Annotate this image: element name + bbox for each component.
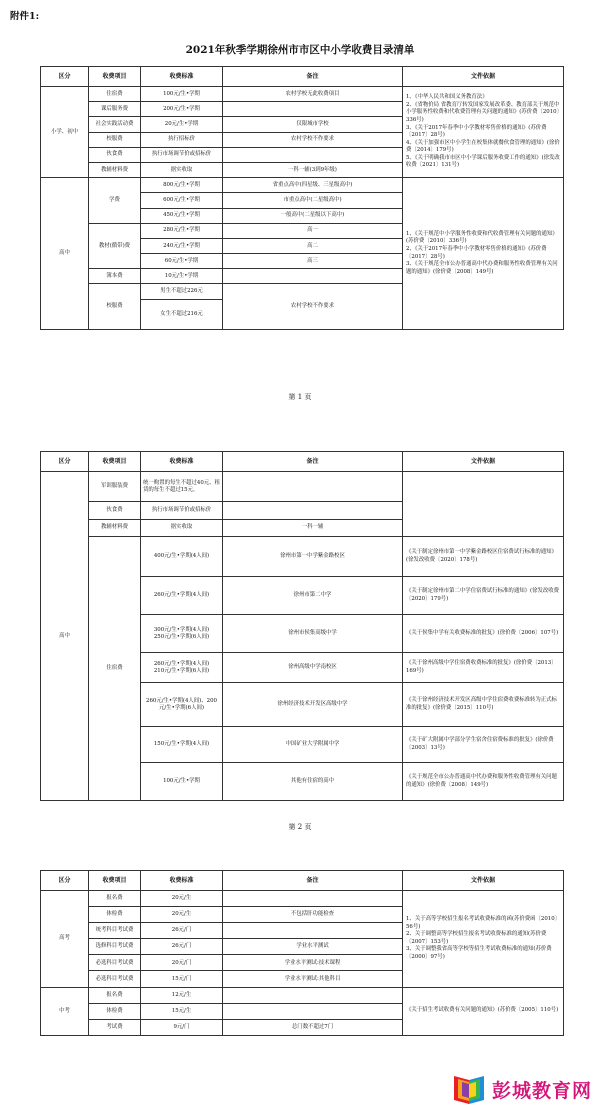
fee-table-page-3 [40,870,564,1036]
note-cell: 徐州市第二中学 [223,577,403,615]
standard-cell: 20元/生 [141,907,223,923]
standard-cell: 20元/门 [141,955,223,971]
fee-table-page-1 [40,66,564,330]
header-basis: 文件依据 [403,871,564,891]
item-cell: 军训服装费 [89,472,141,502]
basis-line: 1、《中华人民共和国义务教育法》 [406,94,488,101]
note-cell [223,472,403,502]
header-note: 备注 [223,452,403,472]
area-cell: 高中 [41,178,89,330]
basis-line: 2、《关于2017年春季中小学教材零售价格的通知》(苏价费〔2017〕28号) [406,246,547,260]
item-cell: 伙食费 [89,147,141,162]
note-cell: 徐州高级中学南校区 [223,653,403,683]
item-cell: 校服费 [89,284,141,330]
note-cell: 徐州市第一中学紫金路校区 [223,537,403,577]
note-cell [223,147,403,162]
item-cell: 考试费 [89,1019,141,1035]
standard-cell: 女生不超过216元 [141,299,223,329]
standard-cell: 100元/生•学期 [141,763,223,801]
area-cell: 小学、初中 [41,87,89,178]
item-cell: 统考科目考试费 [89,923,141,939]
header-item: 收费项目 [89,67,141,87]
item-cell: 课后服务费 [89,102,141,117]
note-cell [223,102,403,117]
standard-cell: 150元/生•学期(4人间) [141,727,223,763]
standard-cell: 200元/生•学期 [141,102,223,117]
table-header-row [41,871,564,891]
logo-text: 彭城教育网 [491,1079,592,1102]
standard-cell: 据实收取 [141,519,223,537]
area-cell: 中考 [41,987,89,1035]
standard-cell: 450元/生•学期 [141,208,223,223]
area-cell: 高考 [41,891,89,988]
standard-cell: 统一购置的每生不超过40元、租赁的每生不超过15元。 [141,472,223,502]
header-note: 备注 [223,67,403,87]
basis-line: 2、关于调整高等学校招生报名考试收费标准的通知(苏价费〔2007〕153号) [406,931,547,945]
standard-cell: 400元/生•学期(4人间) [141,537,223,577]
standard-cell: 260元/生•学期(4人间)、200元/生•学期(6人间) [141,683,223,727]
standard-cell: 260元/生•学期(4人间) [141,577,223,615]
item-cell: 校服费 [89,132,141,147]
basis-cell [403,87,564,178]
note-cell: 不包括肝功能检查 [223,907,403,923]
note-cell: 中国矿业大学附属中学 [223,727,403,763]
item-cell: 住宿费 [89,537,141,801]
standard-cell: 执行市场调节价或招标价 [141,502,223,520]
standard-cell: 280元/生•学期 [141,223,223,238]
note-cell: 农村学校不作要求 [223,284,403,330]
standard-cell: 15元/门 [141,971,223,987]
basis-line: 1、《关于规范中小学服务性收费和代收费管理有关问题的通知》(苏价费〔2010〕336号) [406,230,558,245]
item-cell: 体检费 [89,1003,141,1019]
standard-cell: 20元/生 [141,891,223,907]
basis-cell: 《关于制定徐州市第一中学紫金路校区住宿费试行标准的通知》(徐发改收费〔2020〕178号) [403,537,564,577]
standard-cell: 男生不超过226元 [141,284,223,299]
item-cell: 选修科目考试费 [89,939,141,955]
header-standard: 收费标准 [141,452,223,472]
item-cell: 簿本费 [89,269,141,284]
basis-cell: 《关于招生考试收费有关问题的通知》(苏价费〔2005〕110号) [403,987,564,1035]
basis-cell: 《关于徐州经济技术开发区高级中学住宿费收费标准转为正式标准的批复》(徐价费〔2015〕110号) [403,683,564,727]
note-cell: 总门数不超过7门 [223,1019,403,1035]
table-header-row [41,452,564,472]
standard-cell: 据实收取 [141,162,223,177]
table-row [41,891,564,907]
note-cell: 徐州经济技术开发区高级中学 [223,683,403,727]
note-cell: 学业水平测试:技术课程 [223,955,403,971]
basis-cell: 《关于制定徐州市第二中学住宿费试行标准的通知》(徐发改收费〔2020〕179号) [403,577,564,615]
note-cell: 学业水平测试:其他科目 [223,971,403,987]
standard-cell: 800元/生•学期 [141,178,223,193]
item-cell: 必选科目考试费 [89,955,141,971]
basis-line: 5、《关于明确我市市区中小学课后服务收费工作的通知》(徐发改收费〔2021〕131号) [406,154,560,169]
basis-line: 3、关于调整我省高等学校等招生考试收费标准的通知(苏价费〔2000〕97号) [406,946,552,960]
table-row [41,537,564,577]
item-cell: 体检费 [89,907,141,923]
area-cell: 高中 [41,472,89,801]
basis-line: 3、《关于2017年春季中小学教材零售价格的通知》(苏价费〔2017〕28号) [406,124,547,139]
basis-line: 3、《关于规范全市公办普通高中代办费和服务性收费管理有关问题的通知》(徐价费〔2008〕149号) [406,261,558,275]
header-standard: 收费标准 [141,67,223,87]
note-cell [223,891,403,907]
basis-cell: 《关于规范全市公办普通高中代办费和服务性收费管理有关问题的通知》(徐价费〔2008〕149号) [403,763,564,801]
open-book-icon [450,1070,488,1108]
table-row [41,178,564,193]
fee-table-page-2 [40,451,564,801]
standard-cell: 20元/生•学期 [141,117,223,132]
header-area: 区分 [41,871,89,891]
note-cell: 徐州市侯集高级中学 [223,615,403,653]
table-row [41,87,564,102]
note-cell: 一般高中(二星级以下高中) [223,208,403,223]
header-basis: 文件依据 [403,67,564,87]
table-row [41,472,564,502]
note-cell: 市重点高中(二星级高中) [223,193,403,208]
basis-line: 4、《关于加强市区中小学生在校集体就餐伙食管理的通知》(徐价费〔2014〕179号) [406,139,560,154]
note-cell [223,502,403,520]
standard-cell: 60元/生•学期 [141,254,223,269]
basis-cell: 《关于矿大附属中学部分学生宿舍住宿费标准的批复》(徐价费〔2003〕13号) [403,727,564,763]
header-note: 备注 [223,871,403,891]
table-row [41,987,564,1003]
header-standard: 收费标准 [141,871,223,891]
standard-cell: 12元/生 [141,987,223,1003]
note-cell: 其他有住宿的高中 [223,763,403,801]
header-item: 收费项目 [89,871,141,891]
header-area: 区分 [41,452,89,472]
item-cell: 伙食费 [89,502,141,520]
note-cell: 一科一辅(3到9年级) [223,162,403,177]
note-cell: 仅限城市学校 [223,117,403,132]
page-number-1: 第 1 页 [288,393,312,401]
item-cell: 社会实践活动费 [89,117,141,132]
header-basis: 文件依据 [403,452,564,472]
site-logo [450,1070,592,1108]
standard-cell: 100元/生•学期 [141,87,223,102]
standard-cell: 执行招标价 [141,132,223,147]
item-cell: 教辅材料费 [89,519,141,537]
basis-line: 1、关于高等学校招生报名考试收费标准的函(苏价费函〔2010〕56号) [406,916,558,930]
standard-cell: 执行市场调节价或招标价 [141,147,223,162]
note-cell: 农村学校不作要求 [223,132,403,147]
table-header-row [41,67,564,87]
basis-cell [403,472,564,537]
basis-cell [403,178,564,330]
basis-line: 2、《省物价局 省教育厅转发国家发展改革委、教育部关于规范中小学服务性收费和代收费管理有关问题的通知》(苏价费〔2010〕336号) [406,101,560,123]
note-cell: 省重点高中(四星级、三星级高中) [223,178,403,193]
item-cell: 教材(循带)费 [89,223,141,269]
item-cell: 学费 [89,178,141,224]
standard-cell: 240元/生•学期 [141,238,223,253]
note-cell: 高二 [223,238,403,253]
page-number-2: 第 2 页 [288,823,312,831]
item-cell: 必选科目考试费 [89,971,141,987]
note-cell: 高一 [223,223,403,238]
header-item: 收费项目 [89,452,141,472]
note-cell [223,987,403,1003]
standard-cell: 10元/生•学期 [141,269,223,284]
basis-cell: 《关于侯集中学有关收费标准的批复》(徐价费〔2006〕107号) [403,615,564,653]
annex-label: 附件1: [10,11,40,22]
standard-cell: 300元/生•学期(4人间) 250元/生•学期(6人间) [141,615,223,653]
standard-cell: 260元/生•学期(4人间) 210元/生•学期(6人间) [141,653,223,683]
standard-cell: 600元/生•学期 [141,193,223,208]
document-title: 2021年秋季学期徐州市市区中小学收费目录清单 [185,44,415,56]
standard-cell: 26元/门 [141,939,223,955]
standard-cell: 9元/门 [141,1019,223,1035]
basis-cell [403,891,564,988]
note-cell [223,269,403,284]
note-cell: 高三 [223,254,403,269]
note-cell: 一科一辅 [223,519,403,537]
note-cell: 农村学校无此收费项目 [223,87,403,102]
item-cell: 报名费 [89,987,141,1003]
standard-cell: 15元/生 [141,1003,223,1019]
note-cell [223,923,403,939]
item-cell: 教辅材料费 [89,162,141,177]
note-cell [223,1003,403,1019]
basis-cell: 《关于徐州高级中学住宿费收费标准的批复》(徐价费〔2013〕169号) [403,653,564,683]
item-cell: 报名费 [89,891,141,907]
item-cell: 住宿费 [89,87,141,102]
header-area: 区分 [41,67,89,87]
note-cell: 学业水平测试 [223,939,403,955]
standard-cell: 26元/门 [141,923,223,939]
